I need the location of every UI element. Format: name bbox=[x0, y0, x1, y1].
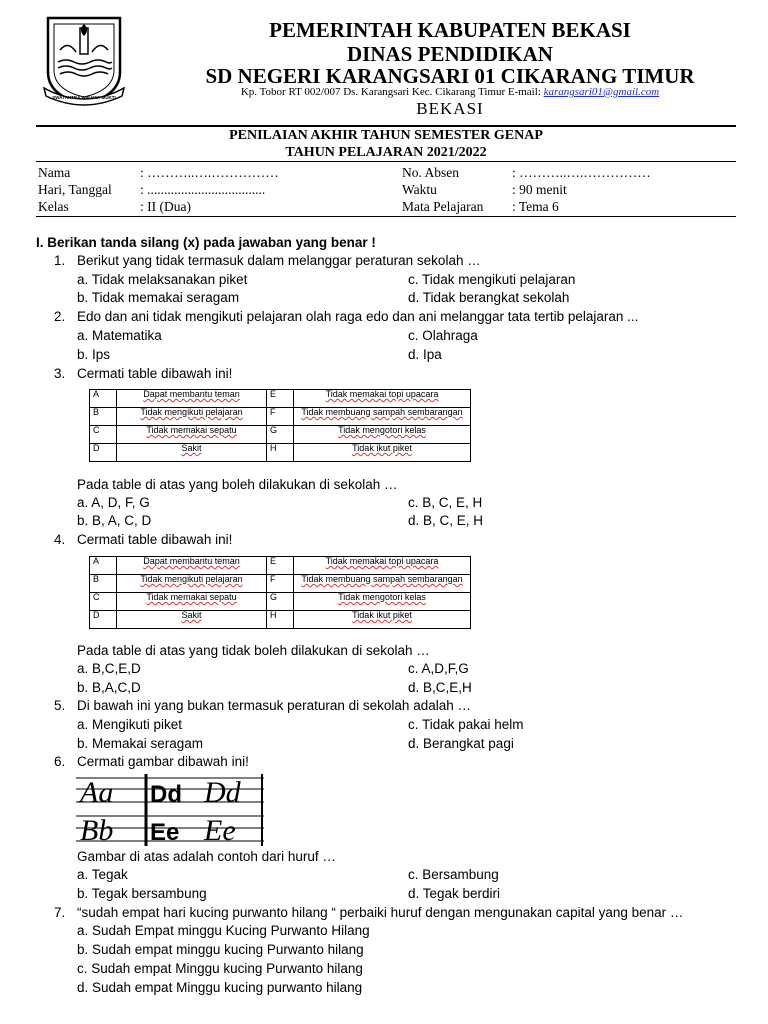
info-divider bbox=[36, 216, 736, 217]
question-text: Cermati table dibawah ini! bbox=[77, 366, 233, 381]
table-cell: B bbox=[90, 408, 117, 426]
question-text: Cermati table dibawah ini! bbox=[77, 532, 233, 547]
table-row bbox=[90, 557, 471, 575]
table-cell: F bbox=[267, 408, 294, 426]
table-cell: C bbox=[90, 593, 117, 611]
question-text: Cermati gambar dibawah ini! bbox=[77, 754, 249, 769]
exam-divider bbox=[36, 161, 736, 162]
absen-field[interactable]: : ………..….…………… bbox=[512, 165, 651, 180]
nama-label: Nama bbox=[38, 165, 71, 180]
table-cell: Tidak ikut piket bbox=[352, 443, 412, 453]
table-cell: E bbox=[267, 390, 294, 408]
option-d[interactable]: d. Tidak berangkat sekolah bbox=[408, 290, 570, 305]
option-a[interactable]: a. Mengikuti piket bbox=[77, 717, 183, 732]
table-cell: A bbox=[90, 557, 117, 575]
table-cell: H bbox=[267, 444, 294, 462]
kelas-label: Kelas bbox=[38, 199, 69, 214]
mapel-value: : Tema 6 bbox=[512, 199, 559, 214]
option-d[interactable]: d. Tegak berdiri bbox=[408, 886, 501, 901]
table-cell: D bbox=[90, 444, 117, 462]
table-row bbox=[90, 444, 471, 462]
question-number: 6. bbox=[54, 754, 66, 769]
option-a[interactable]: a. Matematika bbox=[77, 328, 162, 343]
letters-row1-script: Dd bbox=[204, 776, 241, 809]
table-cell: H bbox=[267, 611, 294, 629]
option-b[interactable]: b. B, A, C, D bbox=[77, 513, 152, 528]
rules-table bbox=[89, 389, 471, 462]
table-cell: Tidak memakai topi upacara bbox=[325, 389, 439, 399]
option-a[interactable]: a. A, D, F, G bbox=[77, 495, 150, 510]
option-c[interactable]: c. Tidak pakai helm bbox=[408, 717, 524, 732]
header-line-1: PEMERINTAH KABUPATEN BEKASI bbox=[269, 18, 631, 42]
option-b[interactable]: b. Tegak bersambung bbox=[77, 886, 207, 901]
table-cell: Sakit bbox=[181, 443, 202, 453]
table-cell: Dapat membantu teman bbox=[143, 556, 240, 566]
table-cell: E bbox=[267, 557, 294, 575]
table-cell: Tidak membuang sampah sembarangan bbox=[301, 407, 463, 417]
option-d[interactable]: d. Berangkat pagi bbox=[408, 736, 514, 751]
question-followup: Pada table di atas yang boleh dilakukan di sekolah … bbox=[77, 477, 398, 492]
table-row bbox=[90, 408, 471, 426]
question-number: 1. bbox=[54, 253, 66, 268]
table-row bbox=[90, 593, 471, 611]
rules-table bbox=[89, 556, 471, 629]
option-b[interactable]: b. Sudah empat minggu kucing Purwanto hilang bbox=[77, 942, 364, 957]
hari-field[interactable]: : ................................... bbox=[140, 182, 266, 197]
address-text: Kp. Tobor RT 002/007 Ds. Karangsari Kec. Cikarang Timur E-mail: bbox=[240, 86, 541, 98]
table-row bbox=[90, 390, 471, 408]
letters-row1-cursive: Aa bbox=[80, 776, 114, 809]
option-b[interactable]: b. B,A,C,D bbox=[77, 680, 141, 695]
table-row bbox=[90, 611, 471, 629]
question-followup: Pada table di atas yang tidak boleh dilakukan di sekolah … bbox=[77, 643, 430, 658]
absen-label: No. Absen bbox=[402, 165, 459, 180]
school-address bbox=[140, 86, 760, 98]
section-heading: I. Berikan tanda silang (x) pada jawaban yang benar ! bbox=[36, 235, 376, 250]
question-number: 2. bbox=[54, 309, 66, 324]
city-name: BEKASI bbox=[416, 99, 484, 118]
option-d[interactable]: d. B, C, E, H bbox=[408, 513, 484, 528]
table-cell: F bbox=[267, 575, 294, 593]
table-cell: B bbox=[90, 575, 117, 593]
logo-motto: SWATANTRA WIBAWA MUKTI bbox=[52, 95, 116, 100]
question-text: Berikut yang tidak termasuk dalam melanggar peraturan sekolah … bbox=[77, 253, 481, 268]
option-d[interactable]: d. B,C,E,H bbox=[408, 680, 472, 695]
table-cell: G bbox=[267, 593, 294, 611]
table-cell: D bbox=[90, 611, 117, 629]
exam-year: TAHUN PELAJARAN 2021/2022 bbox=[285, 145, 487, 160]
waktu-label: Waktu bbox=[402, 182, 437, 197]
option-c[interactable]: c. B, C, E, H bbox=[408, 495, 483, 510]
table-row bbox=[90, 575, 471, 593]
mapel-label: Mata Pelajaran bbox=[402, 199, 484, 214]
question-text: Di bawah ini yang bukan termasuk peraturan di sekolah adalah … bbox=[77, 698, 471, 713]
letters-row2-cursive: Bb bbox=[80, 814, 114, 847]
letters-row1-print: Dd bbox=[150, 781, 182, 808]
option-d[interactable]: d. Sudah empat Minggu kucing purwanto hilang bbox=[77, 980, 363, 995]
table-cell: Tidak mengikuti pelajaran bbox=[140, 574, 243, 584]
option-a[interactable]: a. Sudah Empat minggu Kucing Purwanto Hilang bbox=[77, 923, 370, 938]
question-number: 3. bbox=[54, 366, 66, 381]
option-a[interactable]: a. Tegak bbox=[77, 867, 128, 882]
table-cell: Sakit bbox=[181, 610, 202, 620]
header-divider bbox=[36, 125, 736, 127]
table-cell: Tidak ikut piket bbox=[352, 610, 412, 620]
table-cell: Tidak memakai topi upacara bbox=[325, 556, 439, 566]
table-cell: Tidak mengikuti pelajaran bbox=[140, 407, 243, 417]
table-cell: Tidak memakai sepatu bbox=[146, 592, 237, 602]
waktu-value: : 90 menit bbox=[512, 182, 567, 197]
table-cell: A bbox=[90, 390, 117, 408]
question-text: “sudah empat hari kucing purwanto hilang “ perbaiki huruf dengan mengunakan capital yang benar … bbox=[77, 905, 684, 920]
table-cell: Dapat membantu teman bbox=[143, 389, 240, 399]
question-followup: Gambar di atas adalah contoh dari huruf … bbox=[77, 849, 336, 864]
option-b[interactable]: b. Memakai seragam bbox=[77, 736, 204, 751]
option-d[interactable]: d. Ipa bbox=[408, 347, 442, 362]
table-cell: Tidak mengotori kelas bbox=[338, 592, 426, 602]
option-c[interactable]: c. Sudah empat Minggu kucing Purwanto hilang bbox=[77, 961, 363, 976]
table-cell: Tidak membuang sampah sembarangan bbox=[301, 574, 463, 584]
hari-label: Hari, Tanggal bbox=[38, 182, 112, 197]
letters-row2-print: Ee bbox=[150, 819, 180, 846]
table-cell: C bbox=[90, 426, 117, 444]
question-number: 5. bbox=[54, 698, 66, 713]
question-number: 4. bbox=[54, 532, 66, 547]
option-c[interactable]: c. A,D,F,G bbox=[408, 661, 469, 676]
header-line-2: DINAS PENDIDIKAN bbox=[347, 42, 553, 66]
header-line-3: SD NEGERI KARANGSARI 01 CIKARANG TIMUR bbox=[205, 64, 695, 88]
kelas-value: : II (Dua) bbox=[140, 199, 191, 214]
email-link[interactable]: karangsari01@gmail.com bbox=[543, 86, 660, 98]
table-cell: G bbox=[267, 426, 294, 444]
table-cell: Tidak memakai sepatu bbox=[146, 425, 237, 435]
option-c[interactable]: c. Tidak mengikuti pelajaran bbox=[408, 272, 576, 287]
school-logo bbox=[38, 10, 130, 110]
question-number: 7. bbox=[54, 905, 66, 920]
option-b[interactable]: b. Tidak memakai seragam bbox=[77, 290, 240, 305]
table-row bbox=[90, 426, 471, 444]
table-cell: Tidak mengotori kelas bbox=[338, 425, 426, 435]
nama-field[interactable]: : ………..….…………… bbox=[140, 165, 279, 180]
question-text: Edo dan ani tidak mengikuti pelajaran olah raga edo dan ani melanggar tata tertib pelajaran ... bbox=[77, 309, 639, 324]
letters-row2-script: Ee bbox=[204, 814, 236, 847]
handwriting-letters-image bbox=[76, 772, 266, 848]
exam-title: PENILAIAN AKHIR TAHUN SEMESTER GENAP bbox=[229, 128, 543, 143]
option-b[interactable]: b. Ips bbox=[77, 347, 111, 362]
option-c[interactable]: c. Olahraga bbox=[408, 328, 478, 343]
option-c[interactable]: c. Bersambung bbox=[408, 867, 499, 882]
option-a[interactable]: a. Tidak melaksanakan piket bbox=[77, 272, 248, 287]
option-a[interactable]: a. B,C,E,D bbox=[77, 661, 141, 676]
